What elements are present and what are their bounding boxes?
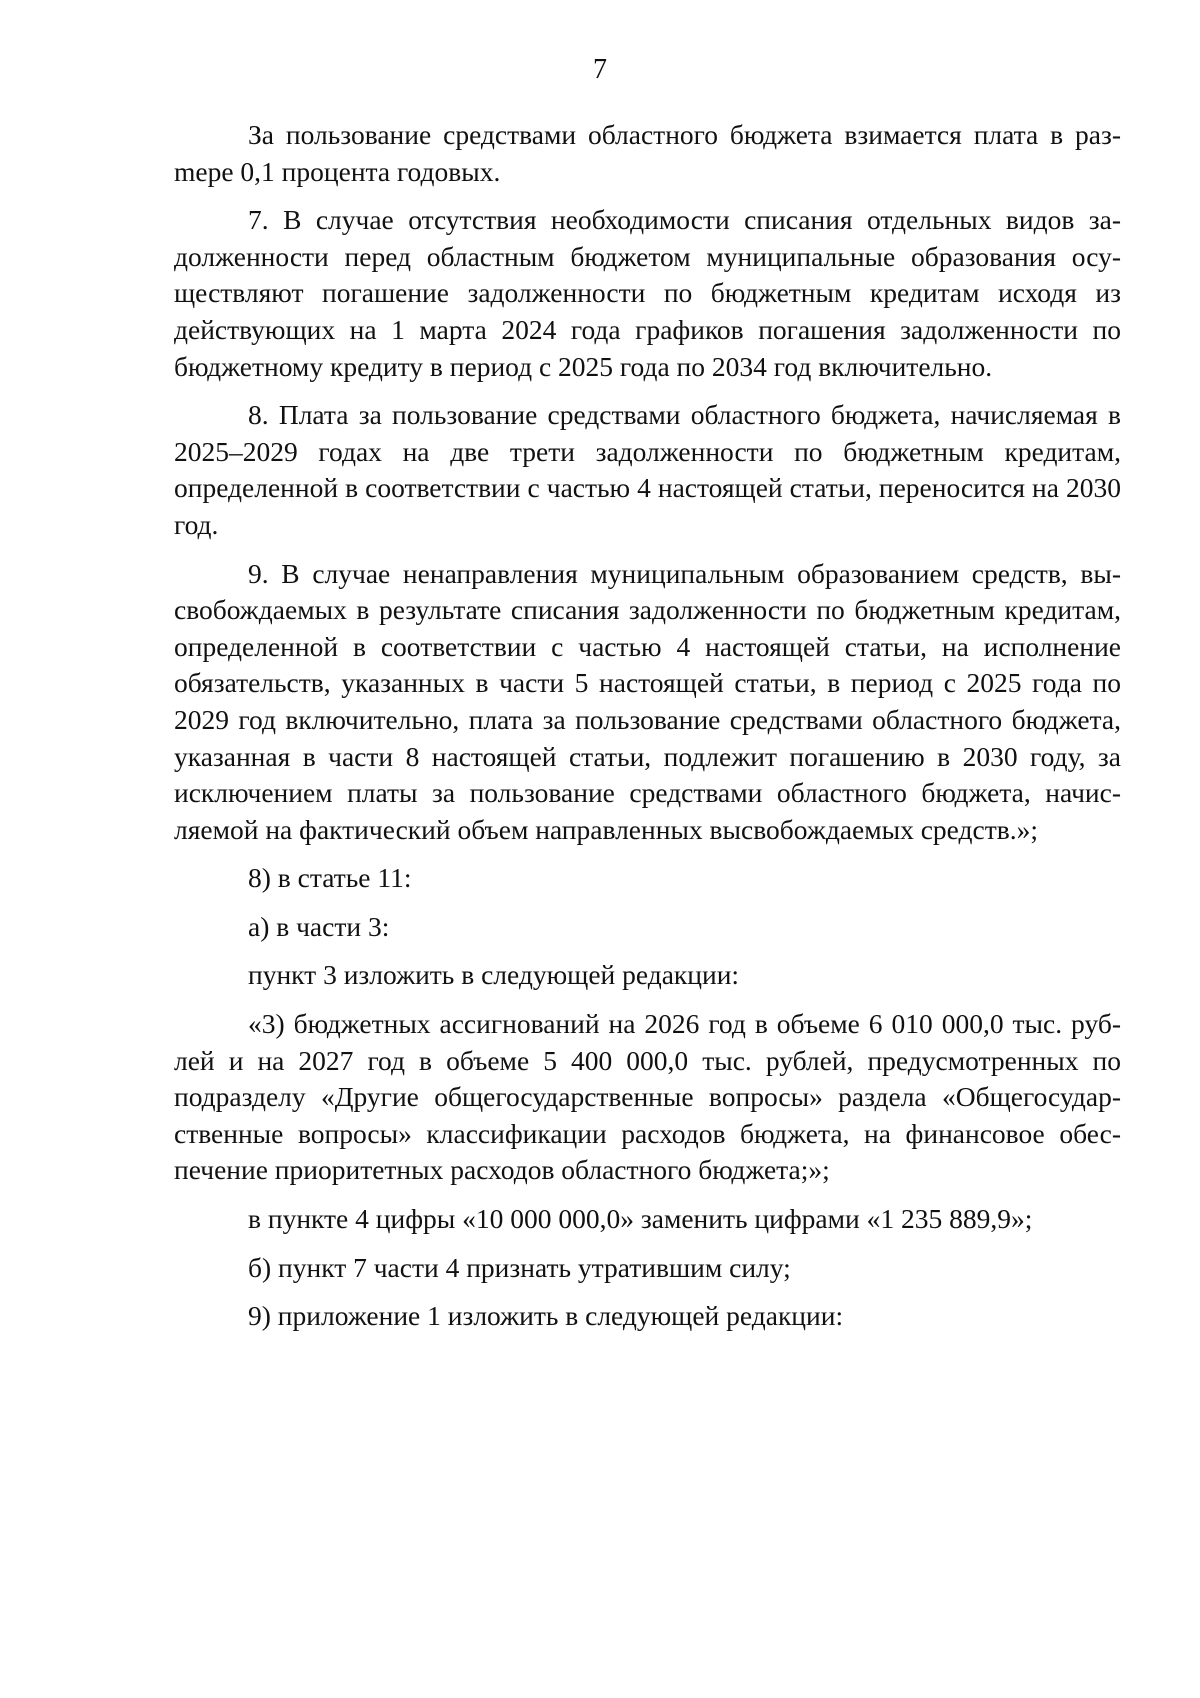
point-3-text: «3) бюджетных ассигнований на 2026 год в объеме 6 010 000,0 тыс. рублей и на 2027 год в объеме 5 400 000,0 тыс. рублей, предусмотренных по подразделу «Другие общегосударственные вопросы» раздела «Общегосударственные вопросы» классификации расходов бюджета, на финансовое обеспечение приоритетных расходов областного бюджета;»;: [174, 1008, 1121, 1186]
item-9-appendix-1: 9) приложение 1 изложить в следующей редакции:: [248, 1300, 844, 1332]
item-8-article-11: 8) в статье 11:: [248, 862, 412, 894]
paragraph-8-fee-deferral: 8. Плата за пользование средствами областного бюджета, начисляемая в 2025–2029 годах на две трети задолженности по бюджетным кредитам, определенной в соответствии с частью 4 настоящей статьи, переносится на 2030 год.: [174, 399, 1121, 540]
page-number: 7: [593, 54, 607, 85]
point-4-figure-replacement: в пункте 4 цифры «10 000 000,0» заменить цифрами «1 235 889,9»;: [248, 1203, 1033, 1235]
paragraph-7-repayment-schedule: 7. В случае отсутствия необходимости списания отдельных видов задолженности перед областным бюджетом муниципальные образования осуществляют погашение задолженности по бюджетным кредитам исходя из действующих на 1 марта 2024 года графиков погашения задолженности по бюджетному кредиту в период с 2025 года по 2034 год включительно.: [174, 204, 1121, 382]
point-3-new-wording: пункт 3 изложить в следующей редакции:: [248, 959, 740, 991]
paragraph-9-non-direction: 9. В случае ненаправления муниципальным образованием средств, высвобождаемых в результате списания задолженности по бюджетным кредитам, определенной в соответствии с частью 4 настоящей статьи, на исполнение обязательств, указанных в части 5 настоящей статьи, в период с 2025 года по 2029 год включительно, плата за пользование средствами областного бюджета, указанная в части 8 настоящей статьи, подлежит погашению в 2030 году, за исключением платы за пользование средствами областного бюджета, начисляемой на фактический объем направленных высвобождаемых средств.»;: [174, 557, 1121, 845]
paragraph-fee-rate: За пользование средствами областного бюджета взимается плата в разmере 0,1 процента годовых.: [174, 119, 1121, 187]
subitem-a-part-3: а) в части 3:: [248, 910, 390, 942]
document-body: [174, 117, 1121, 1347]
subitem-b-point-7: б) пункт 7 части 4 признать утратившим силу;: [248, 1251, 791, 1283]
